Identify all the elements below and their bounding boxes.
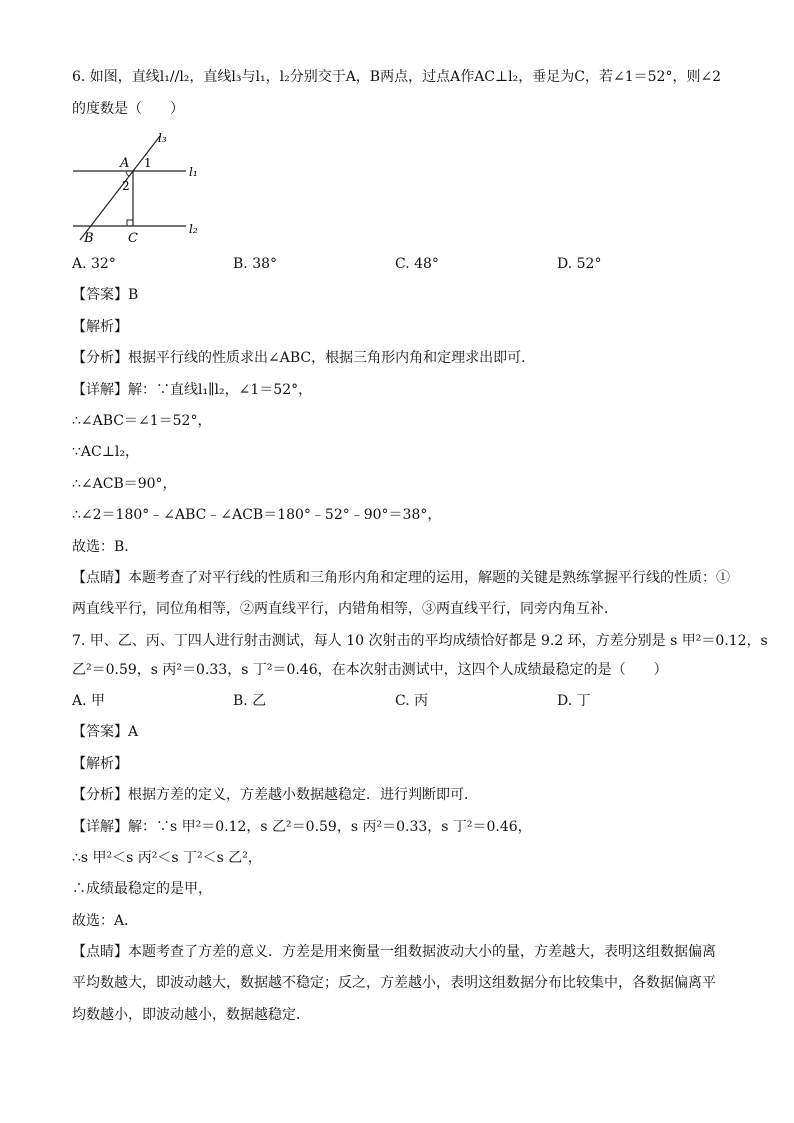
q6-option-c: C. 48°	[395, 256, 439, 272]
label-l1: l₁	[189, 165, 198, 179]
q6-analysis-title: 【解析】	[72, 319, 128, 335]
q7-dianjing-2: 平均数越大，即波动越大，数据越不稳定；反之，方差越小，表明这组数据分布比较集中，各数据偏离平	[72, 975, 716, 991]
angle-2-arc	[126, 171, 129, 176]
label-angle-1: 1	[144, 156, 152, 170]
q7-stem-line1: 7. 甲、乙、丙、丁四人进行射击测试，每人 10 次射击的平均成绩恰好都是 9.2 环，方差分别是 s 甲²＝0.12，s	[72, 633, 768, 649]
q7-dianjing-3: 均数越小，即波动越小，数据越稳定．	[72, 1007, 310, 1023]
q7-answer: 【答案】A	[72, 724, 139, 740]
q6-option-b: B. 38°	[233, 256, 278, 272]
q6-xiangjie-5: ∴∠2＝180°﹣∠ABC﹣∠ACB＝180°﹣52°﹣90°＝38°，	[72, 507, 442, 523]
right-angle-mark	[127, 220, 133, 226]
label-l3: l₃	[158, 131, 167, 145]
q6-stem-line2: 的度数是（ ）	[72, 101, 184, 117]
q7-option-d: D. 丁	[557, 693, 591, 709]
q6-option-a: A. 32°	[72, 256, 116, 272]
q7-option-c: C. 丙	[395, 693, 429, 709]
line-l3	[80, 136, 160, 240]
q6-answer: 【答案】B	[72, 287, 139, 303]
q6-option-d: D. 52°	[557, 256, 602, 272]
q6-xiangjie-3: ∵AC⊥l₂，	[72, 444, 139, 460]
label-c: C	[128, 231, 138, 246]
q7-option-a: A. 甲	[72, 693, 106, 709]
q6-xiangjie-6: 故选：B．	[72, 539, 139, 555]
q6-fenxi: 【分析】根据平行线的性质求出∠ABC，根据三角形内角和定理求出即可．	[72, 350, 536, 366]
q6-dianjing-2: 两直线平行，同位角相等，②两直线平行，内错角相等，③两直线平行，同旁内角互补．	[72, 601, 618, 617]
label-angle-2: 2	[122, 179, 130, 193]
q7-xiangjie-3: ∴成绩最稳定的是甲，	[72, 881, 212, 897]
q6-xiangjie-1: 【详解】解：∵直线l₁∥l₂，∠1＝52°，	[72, 382, 313, 398]
q7-xiangjie-2: ∴s 甲²＜s 丙²＜s 丁²＜s 乙²，	[72, 850, 262, 866]
q6-dianjing-1: 【点睛】本题考查了对平行线的性质和三角形内角和定理的运用，解题的关键是熟练掌握平行线的性质：①	[72, 570, 730, 586]
q7-analysis-title: 【解析】	[72, 756, 128, 772]
q7-xiangjie-4: 故选：A．	[72, 913, 139, 929]
q7-fenxi: 【分析】根据方差的定义，方差越小数据越稳定．进行判断即可．	[72, 787, 478, 803]
q7-dianjing-1: 【点睛】本题考查了方差的意义．方差是用来衡量一组数据波动大小的量，方差越大，表明这组数据偏离	[72, 944, 716, 960]
label-a: A	[120, 156, 130, 171]
q6-xiangjie-2: ∴∠ABC＝∠1＝52°，	[72, 413, 212, 429]
label-b: B	[84, 231, 94, 246]
q7-xiangjie-1: 【详解】解：∵s 甲²＝0.12，s 乙²＝0.59，s 丙²＝0.33，s 丁²＝0.46，	[72, 819, 532, 835]
q6-stem-line1: 6. 如图，直线l₁//l₂，直线l₃与l₁，l₂分别交于A，B两点，过点A作AC⊥l₂，垂足为C，若∠1＝52°，则∠2	[72, 69, 722, 85]
q7-stem-line2: 乙²＝0.59，s 丙²＝0.33，s 丁²＝0.46，在本次射击测试中，这四个人成绩最稳定的是（ ）	[72, 662, 668, 678]
label-l2: l₂	[189, 222, 198, 236]
q6-xiangjie-4: ∴∠ACB＝90°，	[72, 476, 177, 492]
q7-option-b: B. 乙	[233, 693, 267, 709]
q6-geometry-diagram	[68, 122, 218, 247]
